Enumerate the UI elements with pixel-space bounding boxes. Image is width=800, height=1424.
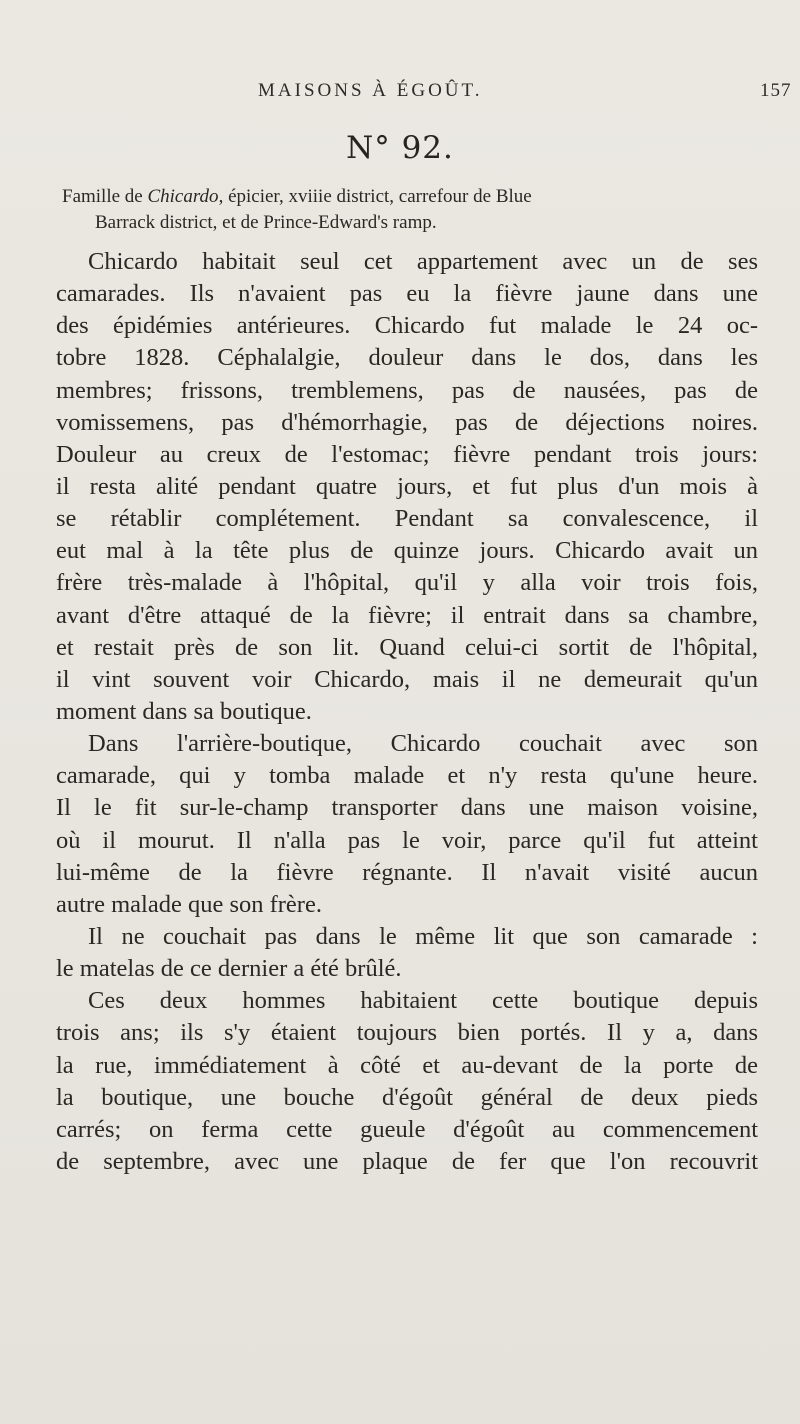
text-line: moment dans sa boutique. [56, 697, 312, 725]
text-line: la rue, immédiatement à côté et au-devant de la porte de [56, 1051, 758, 1079]
text-line: carrés; on ferma cette gueule d'égoût au commencement [56, 1115, 758, 1143]
text-line: camarades. Ils n'avaient pas eu la fièvre jaune dans une [56, 280, 758, 308]
text-line: Dans l'arrière-boutique, Chicardo couchait avec son [88, 730, 758, 758]
text-line: des épidémies antérieures. Chicardo fut malade le 24 oc- [56, 312, 758, 340]
text-line: Chicardo habitait seul cet appartement avec un de ses [88, 248, 758, 275]
text-line: membres; frissons, tremblemens, pas de nausées, pas de [56, 376, 758, 404]
family-name: Chicardo [147, 186, 219, 207]
body-text [56, 246, 758, 1178]
subheading-line-2: Barrack district, et de Prince-Edward's ramp. [95, 212, 437, 233]
text-line: il vint souvent voir Chicardo, mais il ne demeurait qu'un [56, 665, 758, 693]
text-line: où il mourut. Il n'alla pas le voir, parce qu'il fut atteint [56, 826, 758, 854]
text-line: Ces deux hommes habitaient cette boutique depuis [88, 987, 758, 1015]
text-line: le matelas de ce dernier a été brûlé. [56, 955, 402, 983]
text-line: vomissemens, pas d'hémorrhagie, pas de déjections noires. [56, 408, 758, 436]
text-line: Il le fit sur-le-champ transporter dans une maison voisine, [56, 794, 758, 822]
text-line: tobre 1828. Céphalalgie, douleur dans le dos, dans les [56, 344, 758, 372]
page-number: 157 [760, 80, 792, 101]
entry-number: N° 92. [346, 130, 454, 166]
text-line: avant d'être attaqué de la fièvre; il entrait dans sa chambre, [56, 601, 758, 629]
text-line: Il ne couchait pas dans le même lit que son camarade : [88, 922, 758, 950]
subheading-line-1: Famille de Chicardo, épicier, xviiie district, carrefour de Blue [62, 186, 532, 207]
running-head [0, 76, 800, 106]
text-line: la boutique, une bouche d'égoût général de deux pieds [56, 1083, 758, 1111]
running-title: MAISONS À ÉGOÛT. [258, 80, 483, 101]
text-line: camarade, qui y tomba malade et n'y resta qu'une heure. [56, 762, 758, 790]
text-line: il resta alité pendant quatre jours, et fut plus d'un mois à [56, 472, 758, 500]
text-line: et restait près de son lit. Quand celui-ci sortit de l'hôpital, [56, 633, 758, 661]
text-line: autre malade que son frère. [56, 890, 322, 918]
text-line: trois ans; ils s'y étaient toujours bien portés. Il y a, dans [56, 1019, 758, 1047]
text-line: lui-même de la fièvre régnante. Il n'avait visité aucun [56, 858, 758, 886]
text-line: de septembre, avec une plaque de fer que l'on recouvrit [56, 1147, 758, 1175]
text-line: eut mal à la tête plus de quinze jours. Chicardo avait un [56, 537, 758, 565]
text-line: Douleur au creux de l'estomac; fièvre pendant trois jours: [56, 440, 758, 468]
entry-subheading [62, 184, 756, 236]
text-line: frère très-malade à l'hôpital, qu'il y alla voir trois fois, [56, 569, 758, 597]
text-line: se rétablir complétement. Pendant sa convalescence, il [56, 505, 758, 533]
